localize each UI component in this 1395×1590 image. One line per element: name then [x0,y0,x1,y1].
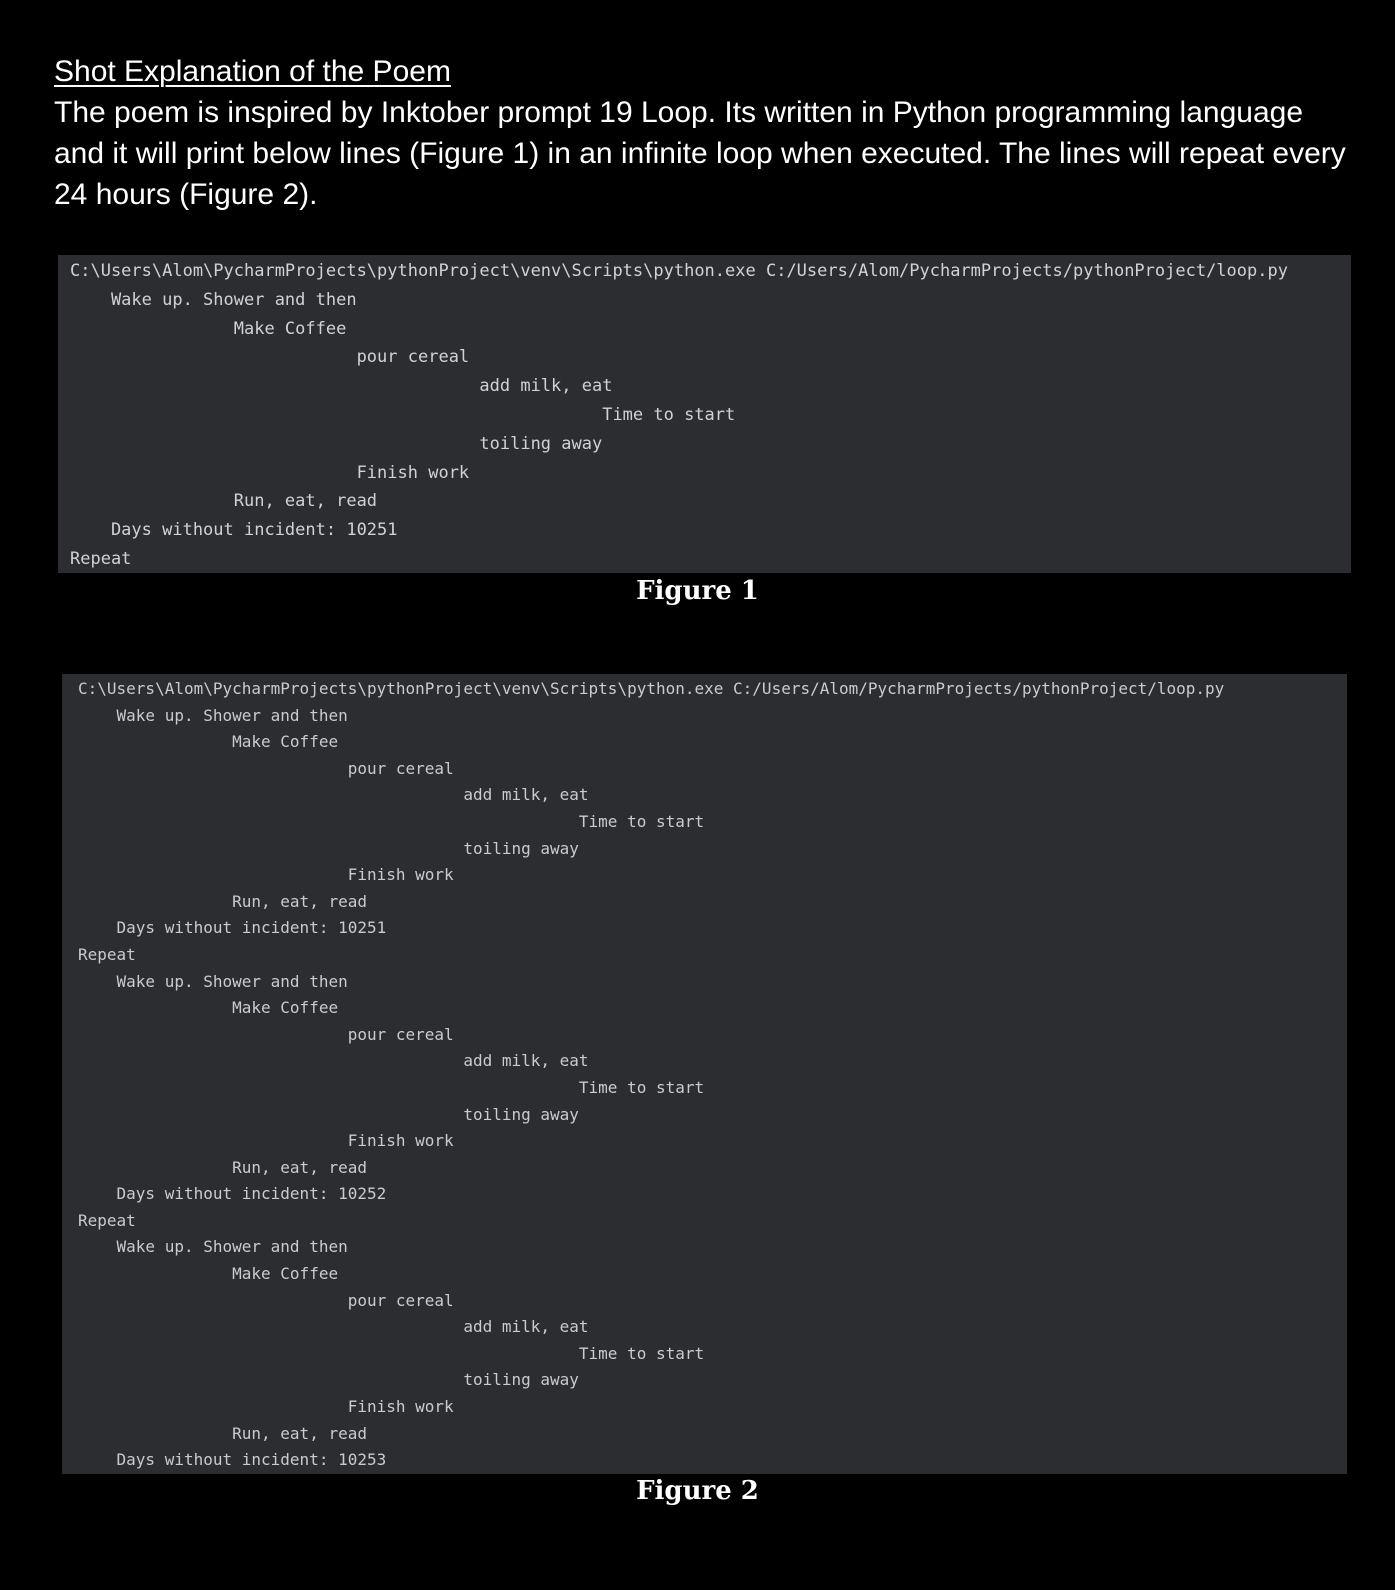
intro-paragraph: The poem is inspired by Inktober prompt 19 Loop. Its written in Python programming language and it will print below lines (Figure 1) in an infinite loop when executed. The lines will repeat every 24 hours (Figure 2). [54,96,1346,211]
console-output-line: Finish work [78,1397,454,1417]
console-output-line: Time to start [70,404,736,425]
console-output-line: Run, eat, read [78,1157,367,1177]
console-output-line: Time to start [78,811,705,831]
console-command-line: C:\Users\Alom\PycharmProjects\pythonProject\venv\Scripts\python.exe C:/Users/Alom/PycharmProjects/pythonProject/loop.py [70,261,1288,281]
console-output-line: toiling away [78,1370,579,1390]
console-output-line: pour cereal [70,347,470,368]
console-output-line: Repeat [78,1210,136,1230]
console-output-line: Run, eat, read [78,1423,367,1443]
console-output-line: Wake up. Shower and then [78,1237,348,1257]
console-output-line: Repeat [70,548,132,569]
console-output-line: Make Coffee [78,998,339,1018]
console-output-line: Time to start [78,1077,705,1097]
console-output-line: Repeat [78,944,136,964]
console-output-line: add milk, eat [70,376,613,397]
console-output-line: Make Coffee [70,318,347,339]
figure-1-caption: Figure 1 [636,576,759,606]
console-output-line: toiling away [70,433,603,454]
console-output-line: add milk, eat [78,1051,589,1071]
console-command-line: C:\Users\Alom\PycharmProjects\pythonProject\venv\Scripts\python.exe C:/Users/Alom/PycharmProjects/pythonProject/loop.py [78,679,1225,698]
console-output-line: pour cereal [78,758,454,778]
console-output-line: Days without incident: 10253 [78,1450,387,1470]
console-output-line: pour cereal [78,1024,454,1044]
console-output-line: add milk, eat [78,785,589,805]
console-output-line: Time to start [78,1343,705,1363]
console-output-line: pour cereal [78,1290,454,1310]
figure-2-console-output [62,674,1347,1474]
console-output-line: Run, eat, read [78,891,367,911]
console-output-line: Days without incident: 10251 [70,520,398,541]
console-output-line: Finish work [78,1131,454,1151]
intro-section [54,52,1354,215]
console-output-line: Make Coffee [78,1264,339,1284]
figure-1-console-output [58,255,1351,573]
console-output-line: Wake up. Shower and then [70,289,357,310]
console-output-line: Run, eat, read [70,491,378,512]
console-output-line: Make Coffee [78,732,339,752]
console-output-line: Wake up. Shower and then [78,971,348,991]
figure-2-caption: Figure 2 [636,1476,759,1506]
console-output-line: toiling away [78,838,579,858]
console-output-line: Finish work [70,462,470,483]
console-output-line: add milk, eat [78,1317,589,1337]
section-heading: Shot Explanation of the Poem [54,55,451,88]
console-output-line: Days without incident: 10252 [78,1184,387,1204]
console-output-line: toiling away [78,1104,579,1124]
console-output-line: Wake up. Shower and then [78,705,348,725]
console-output-line: Days without incident: 10251 [78,918,387,938]
console-output-line: Finish work [78,865,454,885]
